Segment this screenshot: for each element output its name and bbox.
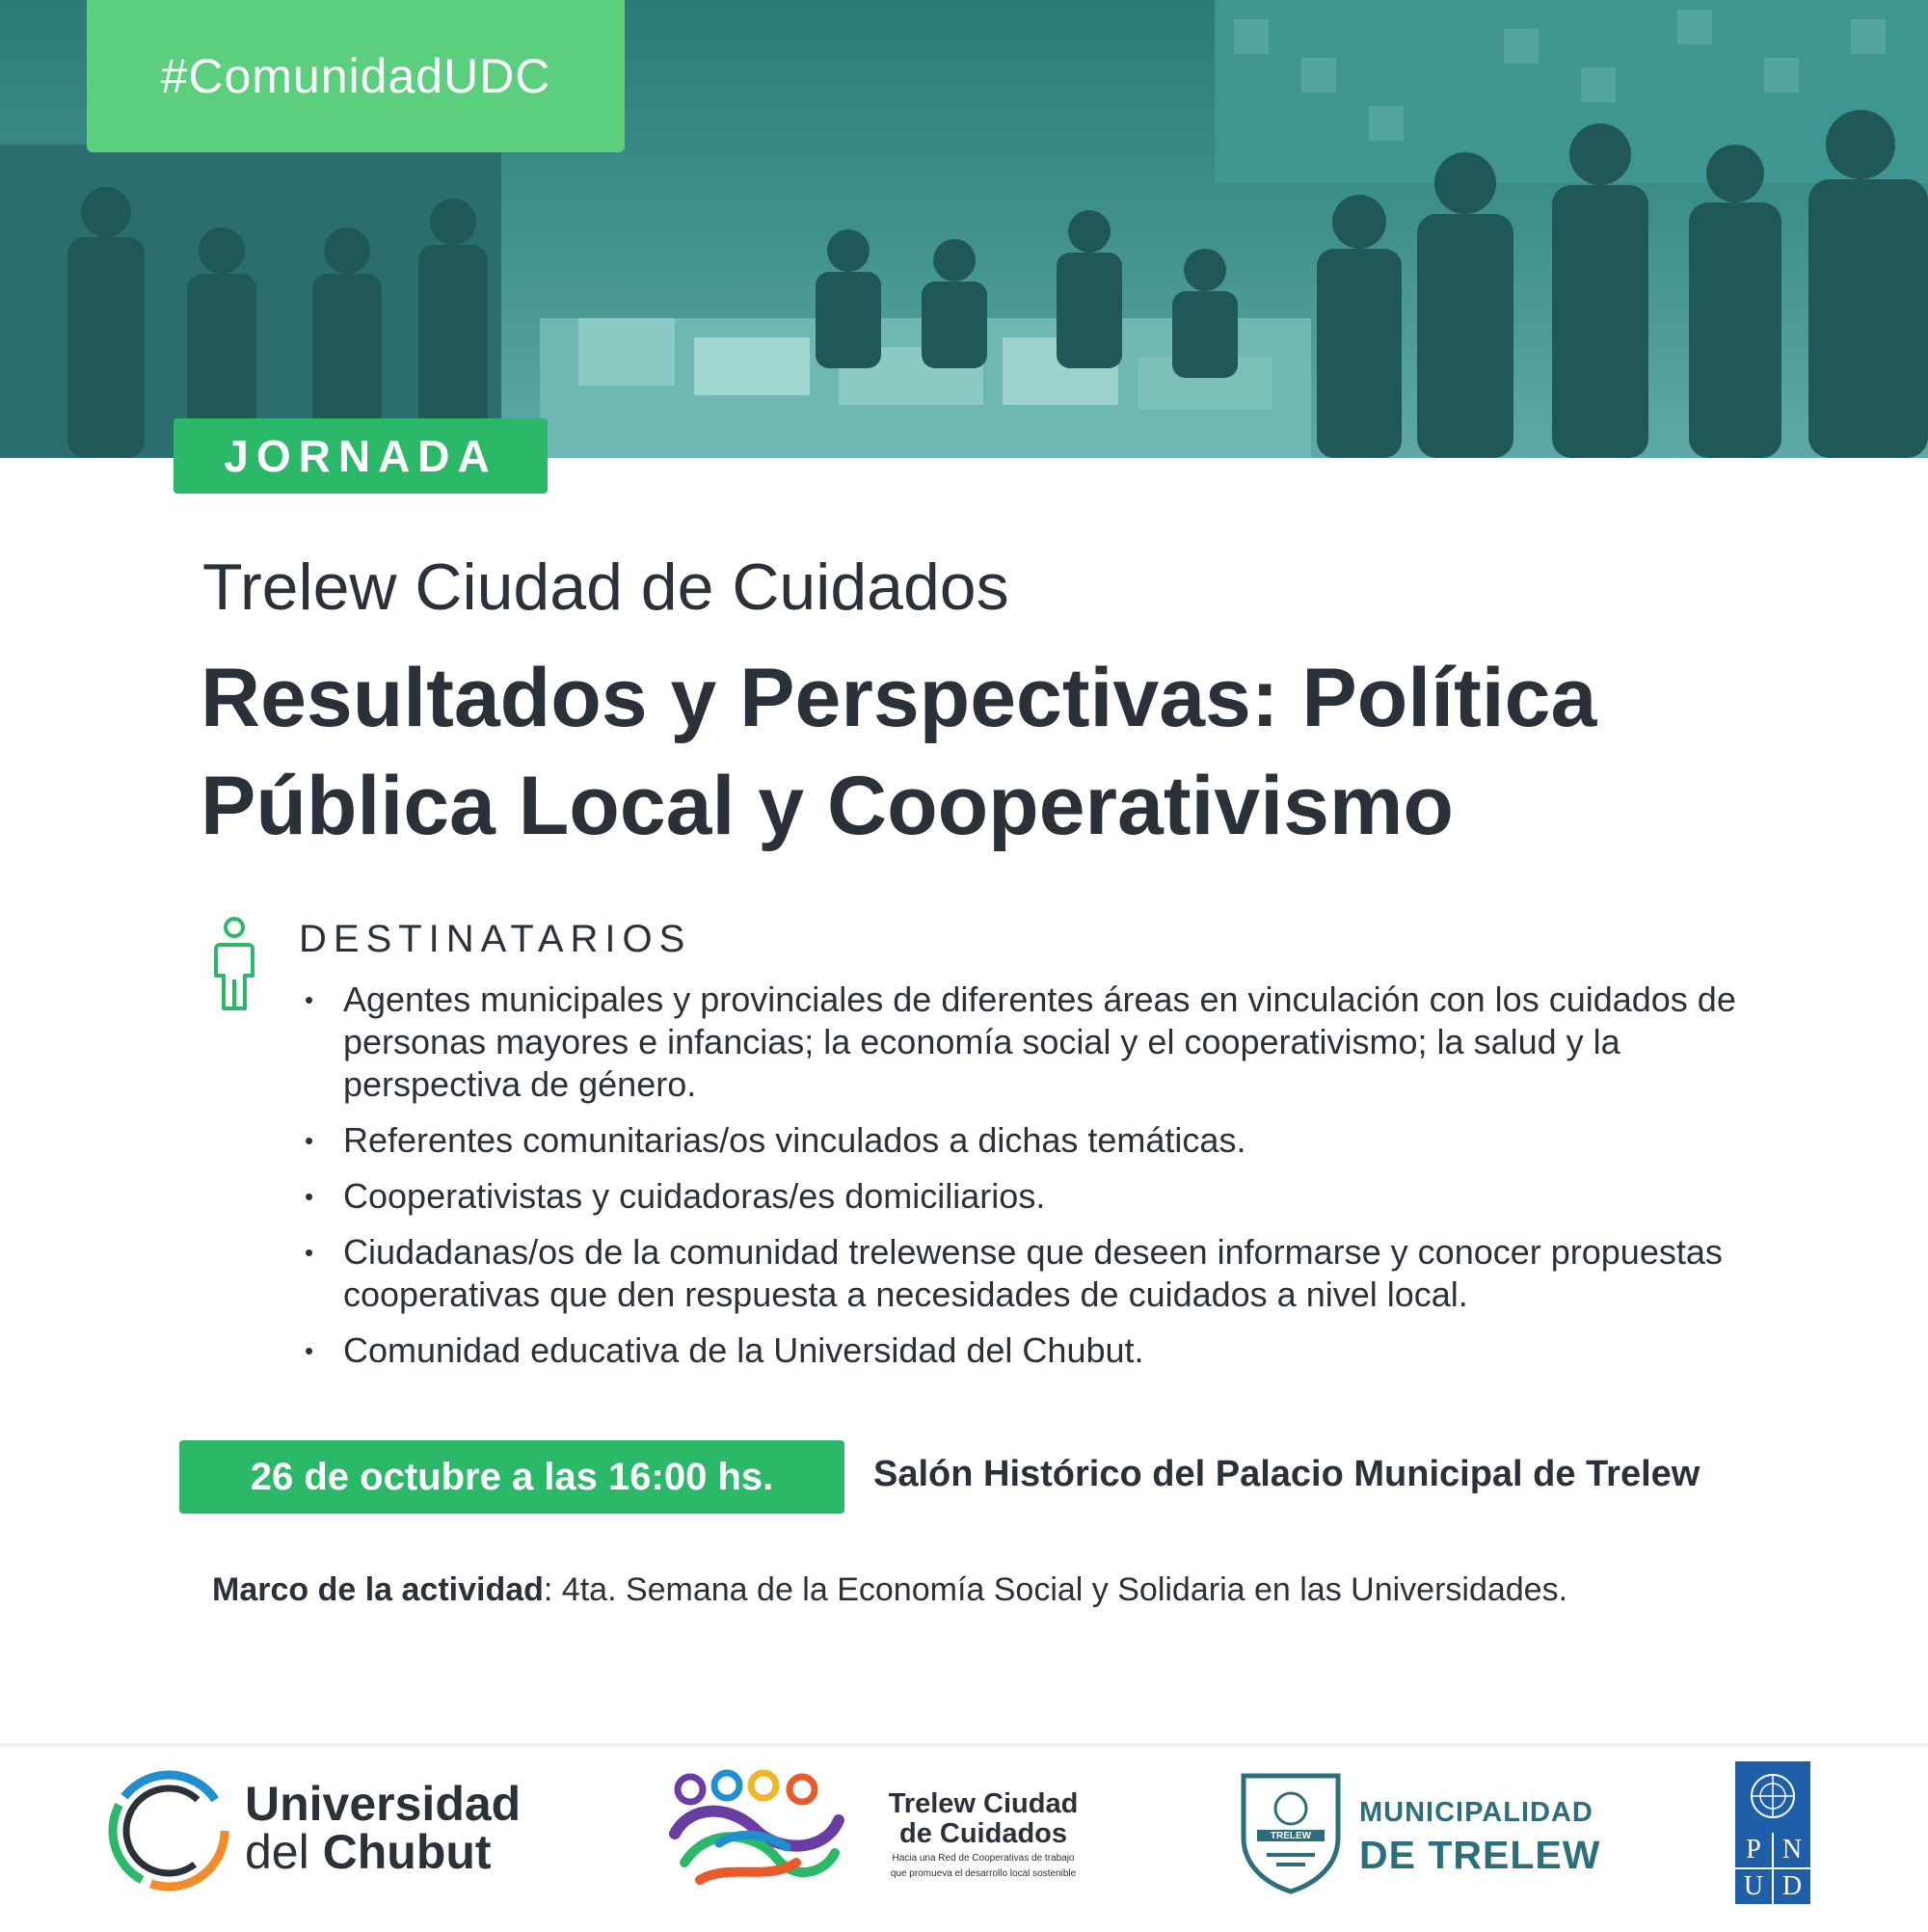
event-title-line-2: Pública Local y Cooperativismo (201, 760, 1454, 852)
hero-photo (0, 0, 1928, 458)
pnud-letter-grid (1735, 1833, 1810, 1904)
event-title-line-1: Resultados y Perspectivas: Política (201, 652, 1597, 744)
person-icon (212, 916, 256, 1012)
event-type-badge: JORNADA (174, 418, 548, 494)
un-emblem-icon (1735, 1761, 1810, 1833)
municipal-logo-text (1359, 1797, 1600, 1878)
tcc-logo-line-2: de Cuidados (898, 1818, 1067, 1849)
framework-text: : 4ta. Semana de la Economía Social y Solidaria en las Universidades. (543, 1571, 1568, 1608)
framework-line (212, 1571, 1567, 1609)
date-badge: 26 de octubre a las 16:00 hs. (179, 1440, 844, 1514)
municipal-shield-text: TRELEW (1270, 1831, 1312, 1841)
event-subtitle: Trelew Ciudad de Cuidados (202, 550, 1009, 624)
audience-item: • Referentes comunitarias/os vinculados a dichas temáticas. (299, 1119, 1774, 1162)
udc-logo-text (245, 1777, 522, 1879)
audience-heading: DESTINATARIOS (299, 918, 692, 960)
audience-item: • Agentes municipales y provinciales de diferentes áreas en vinculación con los cuidados de personas mayores e infancias; la economía social y el cooperativismo; la salud y la perspectiva de género. (299, 979, 1774, 1106)
municipal-shield-icon (1238, 1770, 1344, 1895)
audience-item: • Ciudadanas/os de la comunidad trelewense que deseen informarse y conocer propuestas cooperativas que den respuesta a necesidades de cuidados a nivel local. (299, 1231, 1774, 1316)
pnud-letter: U (1735, 1869, 1772, 1904)
venue-label: Salón Histórico del Palacio Municipal de Trelew (873, 1454, 1700, 1494)
udc-logo-icon (104, 1766, 233, 1895)
pnud-letter: P (1735, 1833, 1772, 1867)
pnud-letter: N (1774, 1833, 1810, 1867)
framework-label: Marco de la actividad (212, 1571, 544, 1608)
pnud-letter: D (1774, 1869, 1810, 1904)
tcc-logo-text (868, 1789, 1099, 1880)
hashtag-label: #ComunidadUDC (87, 0, 625, 152)
pnud-logo (1735, 1761, 1810, 1904)
udc-logo-line-2-name: Chubut (322, 1825, 492, 1879)
audience-item: • Comunidad educativa de la Universidad del Chubut. (299, 1329, 1774, 1372)
udc-logo-line-2 (245, 1825, 521, 1879)
tcc-logo-tagline-1: Hacia una Red de Cooperativas de trabajo (892, 1853, 1075, 1864)
udc-logo-line-2-prefix: del (245, 1825, 323, 1879)
tcc-logo-icon (661, 1766, 850, 1897)
udc-logo-line-1: Universidad (245, 1777, 522, 1831)
event-title (201, 644, 1743, 860)
municipal-logo-line-1: MUNICIPALIDAD (1359, 1797, 1593, 1828)
tcc-logo-tagline-2: que promueva el desarrollo local sostenible (890, 1868, 1077, 1879)
municipal-logo-line-2: DE TRELEW (1359, 1833, 1601, 1877)
audience-list (299, 979, 1774, 1385)
tcc-logo-line-1: Trelew Ciudad (888, 1788, 1079, 1819)
audience-item: • Cooperativistas y cuidadoras/es domiciliarios. (299, 1175, 1774, 1218)
